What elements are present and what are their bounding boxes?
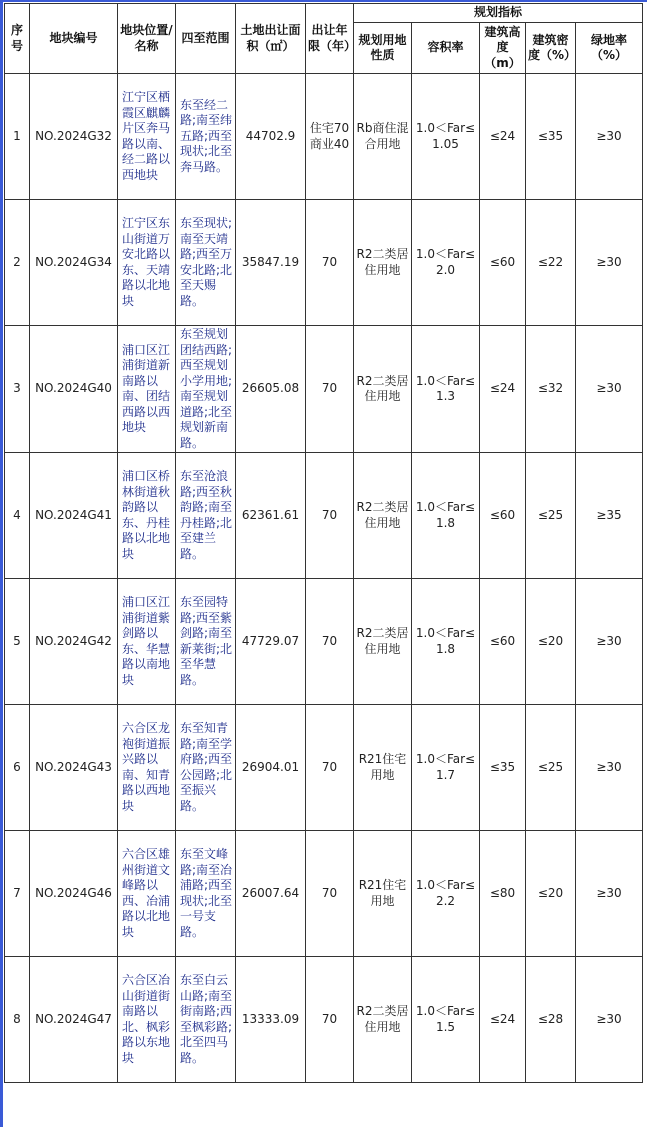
header-code: 地块编号 bbox=[30, 4, 118, 74]
cell-area: 26605.08 bbox=[236, 326, 306, 453]
cell-term: 70 bbox=[306, 200, 354, 326]
cell-area: 62361.61 bbox=[236, 453, 306, 579]
cell-area: 26007.64 bbox=[236, 831, 306, 957]
cell-density: ≤25 bbox=[526, 705, 576, 831]
cell-area: 47729.07 bbox=[236, 579, 306, 705]
header-term: 出让年限（年） bbox=[306, 4, 354, 74]
cell-boundary: 东至规划团结西路;西至规划小学用地;南至规划道路;北至规划新南路。 bbox=[176, 326, 236, 453]
cell-boundary: 东至白云山路;南至街南路;西至枫彩路;北至四马路。 bbox=[176, 957, 236, 1083]
cell-code: NO.2024G32 bbox=[30, 74, 118, 200]
cell-code: NO.2024G40 bbox=[30, 326, 118, 453]
land-parcel-table bbox=[4, 3, 643, 1083]
header-seq: 序号 bbox=[5, 4, 30, 74]
table-row bbox=[5, 453, 643, 579]
cell-location: 浦口区桥林街道秋韵路以东、丹桂路以北地块 bbox=[118, 453, 176, 579]
cell-area: 35847.19 bbox=[236, 200, 306, 326]
cell-green: ≥30 bbox=[576, 957, 643, 1083]
cell-green: ≥30 bbox=[576, 831, 643, 957]
cell-code: NO.2024G41 bbox=[30, 453, 118, 579]
table-row bbox=[5, 326, 643, 453]
cell-code: NO.2024G43 bbox=[30, 705, 118, 831]
cell-density: ≤22 bbox=[526, 200, 576, 326]
cell-term: 70 bbox=[306, 705, 354, 831]
cell-code: NO.2024G46 bbox=[30, 831, 118, 957]
cell-green: ≥30 bbox=[576, 326, 643, 453]
cell-far: 1.0＜Far≤1.3 bbox=[412, 326, 480, 453]
cell-boundary: 东至现状;南至天靖路;西至万安北路;北至天赐路。 bbox=[176, 200, 236, 326]
cell-green: ≥35 bbox=[576, 453, 643, 579]
cell-location: 六合区龙袍街道振兴路以南、知青路以西地块 bbox=[118, 705, 176, 831]
cell-far: 1.0＜Far≤1.5 bbox=[412, 957, 480, 1083]
header-area: 土地出让面积（㎡） bbox=[236, 4, 306, 74]
header-density: 建筑密度（%） bbox=[526, 23, 576, 74]
cell-seq: 1 bbox=[5, 74, 30, 200]
cell-land-use: R2二类居住用地 bbox=[354, 326, 412, 453]
cell-code: NO.2024G34 bbox=[30, 200, 118, 326]
cell-land-use: R2二类居住用地 bbox=[354, 957, 412, 1083]
cell-seq: 6 bbox=[5, 705, 30, 831]
cell-location: 江宁区东山街道万安北路以东、天靖路以北地块 bbox=[118, 200, 176, 326]
cell-seq: 5 bbox=[5, 579, 30, 705]
table-row bbox=[5, 705, 643, 831]
cell-height: ≤60 bbox=[480, 453, 526, 579]
cell-height: ≤35 bbox=[480, 705, 526, 831]
cell-boundary: 东至园特路;西至紫剑路;南至新莱街;北至华慧路。 bbox=[176, 579, 236, 705]
cell-seq: 4 bbox=[5, 453, 30, 579]
cell-land-use: R2二类居住用地 bbox=[354, 453, 412, 579]
cell-green: ≥30 bbox=[576, 74, 643, 200]
cell-location: 浦口区江浦街道紫剑路以东、华慧路以南地块 bbox=[118, 579, 176, 705]
cell-green: ≥30 bbox=[576, 579, 643, 705]
cell-green: ≥30 bbox=[576, 200, 643, 326]
cell-density: ≤25 bbox=[526, 453, 576, 579]
cell-area: 44702.9 bbox=[236, 74, 306, 200]
cell-green: ≥30 bbox=[576, 705, 643, 831]
table-row bbox=[5, 579, 643, 705]
header-far: 容积率 bbox=[412, 23, 480, 74]
cell-location: 江宁区栖霞区麒麟片区奔马路以南、经二路以西地块 bbox=[118, 74, 176, 200]
cell-height: ≤24 bbox=[480, 326, 526, 453]
cell-code: NO.2024G42 bbox=[30, 579, 118, 705]
cell-density: ≤32 bbox=[526, 326, 576, 453]
cell-height: ≤60 bbox=[480, 200, 526, 326]
cell-density: ≤35 bbox=[526, 74, 576, 200]
header-green: 绿地率（%） bbox=[576, 23, 643, 74]
cell-location: 浦口区江浦街道新南路以南、团结西路以西地块 bbox=[118, 326, 176, 453]
cell-boundary: 东至文峰路;南至冶浦路;西至现状;北至一号支路。 bbox=[176, 831, 236, 957]
cell-term: 70 bbox=[306, 831, 354, 957]
cell-boundary: 东至沧浪路;西至秋韵路;南至丹桂路;北至建兰路。 bbox=[176, 453, 236, 579]
cell-boundary: 东至知青路;南至学府路;西至公园路;北至振兴路。 bbox=[176, 705, 236, 831]
cell-term: 70 bbox=[306, 579, 354, 705]
cell-land-use: R2二类居住用地 bbox=[354, 200, 412, 326]
cell-land-use: R21住宅用地 bbox=[354, 705, 412, 831]
cell-height: ≤24 bbox=[480, 957, 526, 1083]
table-row bbox=[5, 957, 643, 1083]
table-row bbox=[5, 831, 643, 957]
header-height: 建筑高度（m） bbox=[480, 23, 526, 74]
header-planning-group: 规划指标 bbox=[354, 4, 643, 23]
table-row bbox=[5, 200, 643, 326]
table-row bbox=[5, 74, 643, 200]
cell-term: 70 bbox=[306, 957, 354, 1083]
cell-far: 1.0＜Far≤1.8 bbox=[412, 579, 480, 705]
cell-location: 六合区雄州街道文峰路以西、冶浦路以北地块 bbox=[118, 831, 176, 957]
cell-far: 1.0＜Far≤2.0 bbox=[412, 200, 480, 326]
cell-height: ≤24 bbox=[480, 74, 526, 200]
cell-density: ≤20 bbox=[526, 831, 576, 957]
cell-seq: 3 bbox=[5, 326, 30, 453]
cell-far: 1.0＜Far≤1.8 bbox=[412, 453, 480, 579]
header-land-use: 规划用地性质 bbox=[354, 23, 412, 74]
cell-boundary: 东至经二路;南至纬五路;西至现状;北至奔马路。 bbox=[176, 74, 236, 200]
cell-seq: 2 bbox=[5, 200, 30, 326]
cell-location: 六合区冶山街道街南路以北、枫彩路以东地块 bbox=[118, 957, 176, 1083]
cell-area: 26904.01 bbox=[236, 705, 306, 831]
page-frame-left bbox=[0, 0, 3, 1127]
page-frame-top bbox=[0, 0, 647, 2]
cell-term: 住宅70商业40 bbox=[306, 74, 354, 200]
cell-area: 13333.09 bbox=[236, 957, 306, 1083]
cell-density: ≤28 bbox=[526, 957, 576, 1083]
cell-land-use: R21住宅用地 bbox=[354, 831, 412, 957]
cell-density: ≤20 bbox=[526, 579, 576, 705]
header-location: 地块位置/名称 bbox=[118, 4, 176, 74]
cell-height: ≤80 bbox=[480, 831, 526, 957]
cell-seq: 7 bbox=[5, 831, 30, 957]
cell-far: 1.0＜Far≤1.05 bbox=[412, 74, 480, 200]
cell-land-use: R2二类居住用地 bbox=[354, 579, 412, 705]
cell-far: 1.0＜Far≤2.2 bbox=[412, 831, 480, 957]
cell-land-use: Rb商住混合用地 bbox=[354, 74, 412, 200]
cell-term: 70 bbox=[306, 453, 354, 579]
header-boundary: 四至范围 bbox=[176, 4, 236, 74]
cell-far: 1.0＜Far≤1.7 bbox=[412, 705, 480, 831]
cell-height: ≤60 bbox=[480, 579, 526, 705]
cell-seq: 8 bbox=[5, 957, 30, 1083]
cell-code: NO.2024G47 bbox=[30, 957, 118, 1083]
cell-term: 70 bbox=[306, 326, 354, 453]
